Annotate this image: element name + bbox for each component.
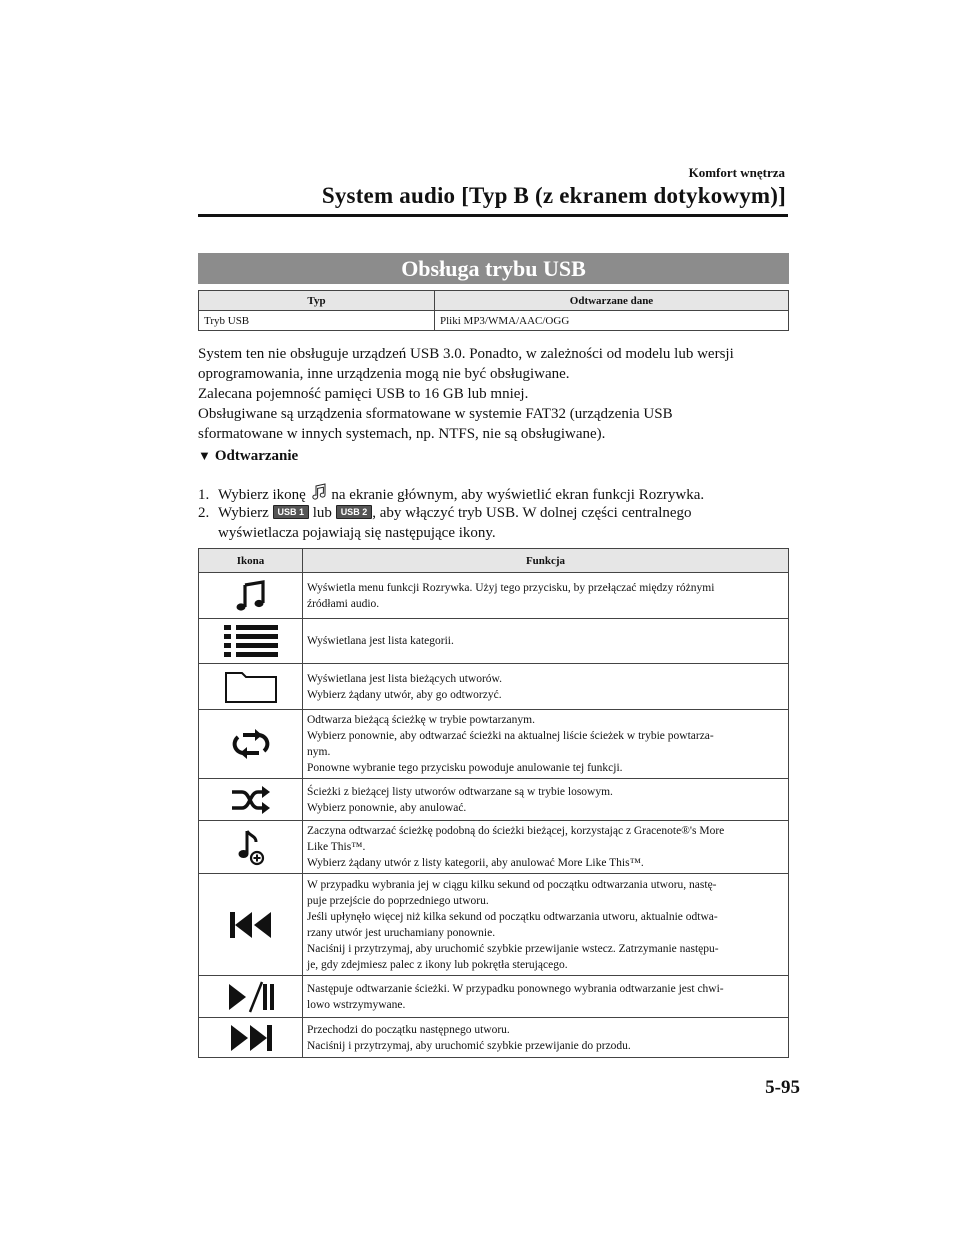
mode-table	[198, 290, 789, 331]
description-line: Wyświetlana jest lista kategorii.	[307, 635, 454, 647]
more-like-this-icon	[236, 828, 266, 866]
body-paragraph: Zalecana pojemność pamięci USB to 16 GB lub mniej.	[198, 386, 529, 402]
description-line: Jeśli upłynęło więcej niż kilka sekund od początku odtwarzania utworu, aktualnie odtwa-	[307, 910, 718, 923]
description-cell	[303, 619, 789, 664]
body-paragraph: oprogramowania, inne urządzenia mogą nie być obsługiwane.	[198, 366, 570, 382]
table-cell: Pliki MP3/WMA/AAC/OGG	[435, 311, 789, 331]
description-cell	[303, 976, 789, 1018]
folder-icon	[224, 670, 278, 704]
icon-cell	[199, 664, 303, 710]
step-text: na ekranie głównym, aby wyświetlić ekran funkcji Rozrywka.	[331, 487, 705, 503]
body-paragraph: sformatowane w innych systemach, np. NTFS, nie są obsługiwane).	[198, 426, 606, 442]
table-row	[199, 874, 789, 976]
icon-cell	[199, 1018, 303, 1058]
usb1-button-icon: USB 1	[273, 505, 310, 519]
description-line: Odtwarza bieżącą ścieżkę w trybie powtarzanym.	[307, 714, 535, 726]
table-row	[199, 573, 789, 619]
description-cell	[303, 1018, 789, 1058]
usb2-button-icon: USB 2	[336, 505, 373, 519]
icon-cell	[199, 821, 303, 874]
description-line: Ponowne wybranie tego przycisku powoduje anulowanie tej funkcji.	[307, 762, 623, 774]
table-row	[199, 664, 789, 710]
table-header-row	[199, 291, 789, 311]
step-text: Wybierz ikonę	[218, 487, 306, 503]
step-text: lub	[312, 505, 332, 521]
description-line: Wybierz ponownie, aby odtwarzać ścieżki na aktualnej liście ścieżek w trybie powtarza-	[307, 730, 714, 742]
body-paragraph: System ten nie obsługuje urządzeń USB 3.0. Ponadto, w zależności od modelu lub wersji	[198, 346, 734, 362]
description-cell	[303, 874, 789, 976]
description-cell	[303, 779, 789, 821]
description-line: Wybierz ponownie, aby anulować.	[307, 801, 467, 814]
table-header-cell: Ikona	[199, 549, 303, 573]
triangle-marker-icon: ▼	[198, 448, 211, 463]
step-text: , aby włączyć tryb USB. W dolnej części centralnego	[372, 505, 692, 521]
description-line: Wybierz żądany utwór, aby go odtworzyć.	[307, 688, 502, 701]
description-line: Wybierz żądany utwór z listy kategorii, aby anulować More Like This™.	[307, 857, 644, 869]
table-row	[199, 311, 789, 331]
table-row	[199, 619, 789, 664]
description-line: lowo wstrzymywane.	[307, 998, 406, 1011]
description-line: Naciśnij i przytrzymaj, aby uruchomić szybkie przewijanie do przodu.	[307, 1039, 631, 1052]
description-line: źródłami audio.	[307, 597, 380, 610]
step-2-continuation: wyświetlacza pojawiają się następujące ikony.	[218, 525, 496, 541]
shuffle-icon	[230, 786, 272, 814]
description-line: je, gdy zdejmiesz palec z ikony lub pokrętła sterującego.	[307, 958, 568, 971]
music-note-icon	[234, 579, 268, 613]
previous-track-icon	[228, 909, 274, 941]
description-cell	[303, 573, 789, 619]
table-header-row	[199, 549, 789, 573]
table-header-cell: Funkcja	[303, 549, 789, 573]
description-cell	[303, 710, 789, 779]
section-heading-text: Odtwarzanie	[214, 448, 299, 464]
table-row	[199, 821, 789, 874]
description-line: Like This™.	[307, 841, 366, 853]
description-line: W przypadku wybrania jej w ciągu kilku sekund od początku odtwarzania utworu, nastę-	[307, 878, 717, 891]
icon-cell	[199, 976, 303, 1018]
icon-cell	[199, 779, 303, 821]
description-line: Wyświetlana jest lista bieżących utworów.	[307, 672, 502, 685]
icon-cell	[199, 573, 303, 619]
description-cell	[303, 821, 789, 874]
description-line: puje przejście do poprzedniego utworu.	[307, 894, 489, 907]
header-divider	[198, 214, 788, 217]
step-number: 2.	[198, 505, 210, 521]
step-number: 1.	[198, 487, 210, 503]
icon-cell	[199, 874, 303, 976]
page-title: System audio [Typ B (z ekranem dotykowym)]	[321, 183, 786, 208]
icon-cell	[199, 710, 303, 779]
table-row	[199, 976, 789, 1018]
description-line: Wyświetla menu funkcji Rozrywka. Użyj tego przycisku, by przełączać między różnymi	[307, 581, 715, 594]
table-row	[199, 779, 789, 821]
icon-table	[198, 548, 789, 1058]
description-line: Naciśnij i przytrzymaj, aby uruchomić szybkie przewijanie wstecz. Zatrzymanie następu-	[307, 942, 719, 955]
table-cell: Tryb USB	[199, 311, 435, 331]
icon-cell	[199, 619, 303, 664]
description-line: nym.	[307, 746, 331, 758]
description-line: Przechodzi do początku następnego utworu.	[307, 1023, 510, 1036]
step-text: Wybierz	[218, 505, 269, 521]
entertainment-note-icon	[310, 483, 328, 501]
table-header-cell: Typ	[199, 291, 435, 311]
step-1	[198, 483, 798, 505]
table-row	[199, 710, 789, 779]
page-number: 5-95	[765, 1077, 800, 1098]
next-track-icon	[228, 1022, 274, 1054]
play-pause-icon	[226, 980, 276, 1014]
header-section-label: Komfort wnętrza	[688, 165, 785, 180]
description-line: Następuje odtwarzanie ścieżki. W przypadku ponownego wybrania odtwarzanie jest chwi-	[307, 982, 724, 995]
repeat-icon	[231, 729, 271, 759]
section-banner: Obsługa trybu USB	[198, 253, 789, 284]
body-paragraph: Obsługiwane są urządzenia sformatowane w systemie FAT32 (urządzenia USB	[198, 406, 673, 422]
table-header-cell: Odtwarzane dane	[435, 291, 789, 311]
table-row	[199, 1018, 789, 1058]
section-heading	[198, 448, 298, 465]
step-2	[198, 503, 798, 523]
description-line: rzany utwór jest uruchamiany ponownie.	[307, 926, 496, 939]
description-cell	[303, 664, 789, 710]
description-line: Zaczyna odtwarzać ścieżkę podobną do ścieżki bieżącej, korzystając z Gracenote®'s More	[307, 825, 725, 837]
description-line: Ścieżki z bieżącej listy utworów odtwarzane są w trybie losowym.	[307, 785, 613, 798]
list-icon	[222, 623, 280, 659]
